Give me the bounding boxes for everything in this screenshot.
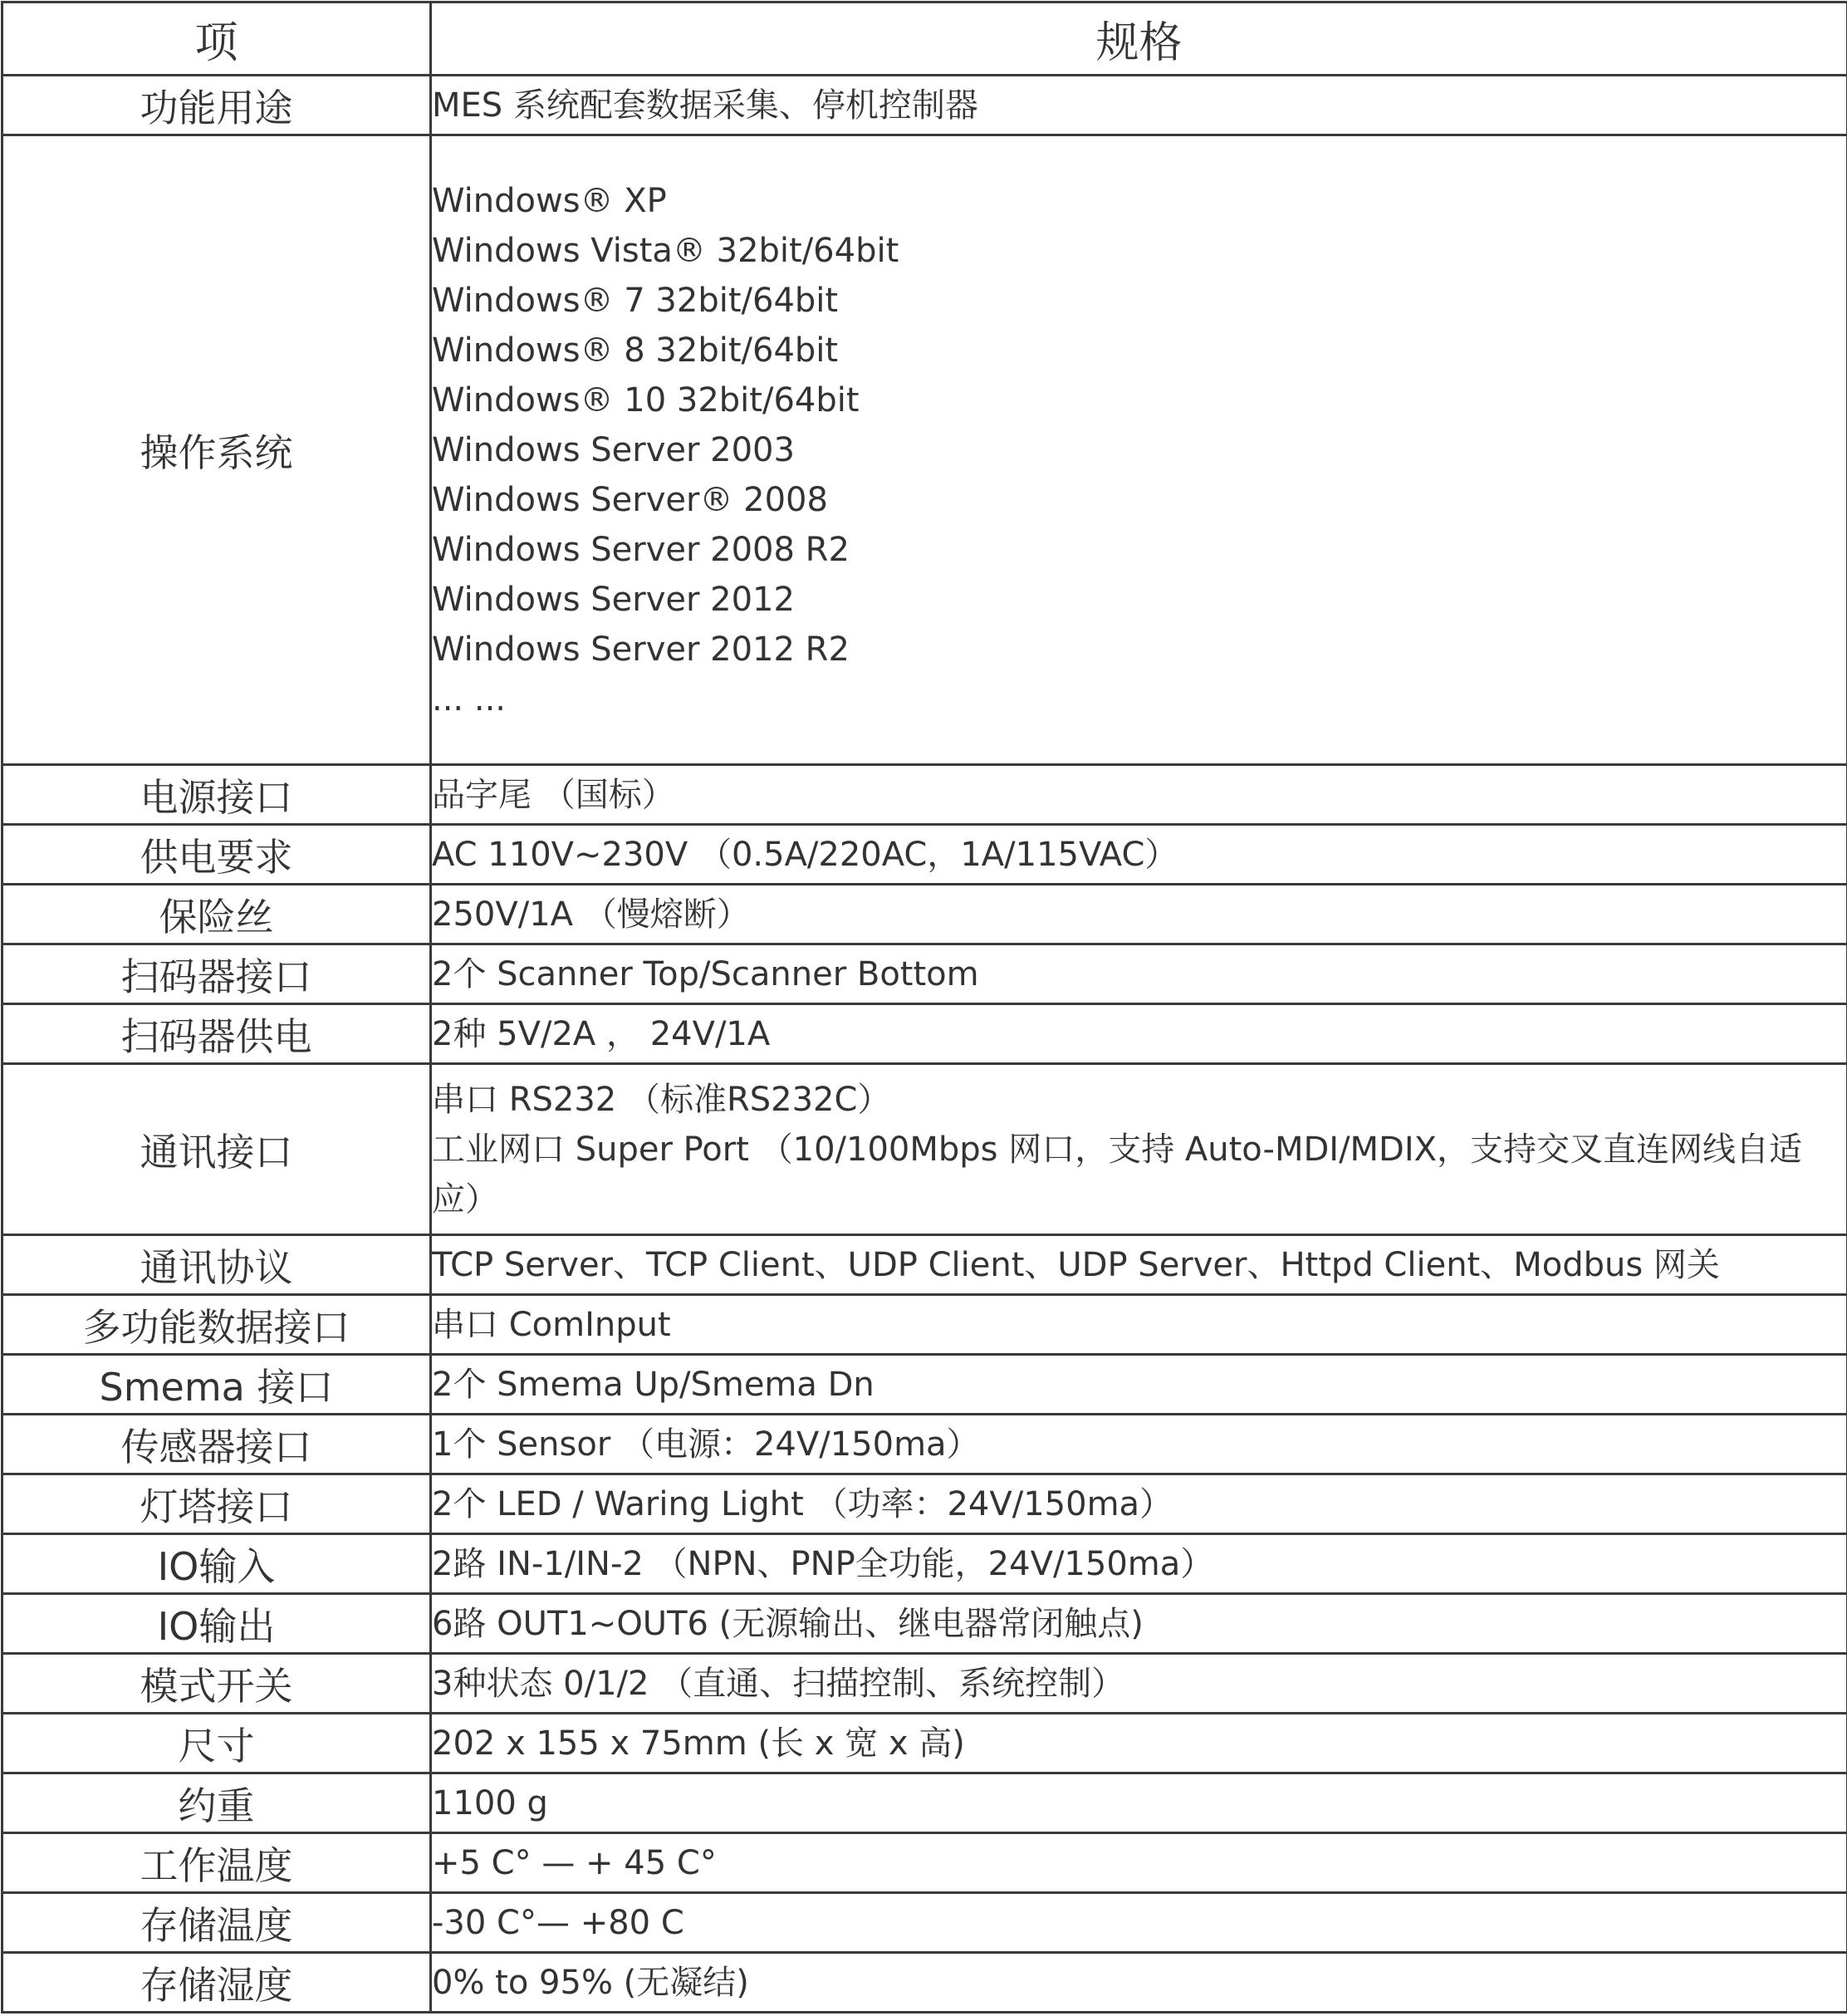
- value-line: Windows® XP: [432, 176, 1846, 226]
- value-line: Windows® 10 32bit/64bit: [432, 375, 1846, 425]
- value-line: Windows Server 2003: [432, 425, 1846, 475]
- row-label: 工作温度: [2, 1833, 431, 1893]
- value-line: MES 系统配套数据采集、停机控制器: [432, 81, 1846, 130]
- value-line: 串口 ComInput: [432, 1300, 1846, 1350]
- table-row: [2, 1773, 1847, 1833]
- row-label: 保险丝: [2, 885, 431, 944]
- row-value: [431, 944, 1847, 1004]
- value-line: Windows Server® 2008: [432, 475, 1846, 525]
- table-row: [2, 135, 1847, 765]
- value-line: 品字尾 （国标）: [432, 770, 1846, 820]
- row-label: 存储湿度: [2, 1953, 431, 2013]
- table-row: [2, 76, 1847, 135]
- table-row: [2, 1654, 1847, 1714]
- value-line: 2路 IN-1/IN-2 （NPN、PNP全功能，24V/150ma）: [432, 1539, 1846, 1589]
- row-value: [431, 1064, 1847, 1235]
- table-row: [2, 1594, 1847, 1654]
- row-value: [431, 1534, 1847, 1594]
- value-line: Windows Server 2012: [432, 575, 1846, 625]
- row-label: 通讯协议: [2, 1235, 431, 1295]
- row-value: [431, 825, 1847, 885]
- value-line: 串口 RS232 （标准RS232C）: [432, 1075, 1846, 1125]
- table-row: [2, 1953, 1847, 2013]
- row-label: 操作系统: [2, 135, 431, 765]
- value-line: 2个 LED / Waring Light （功率：24V/150ma）: [432, 1479, 1846, 1529]
- row-label: 尺寸: [2, 1714, 431, 1773]
- value-line: Windows® 7 32bit/64bit: [432, 276, 1846, 326]
- row-value: [431, 1355, 1847, 1415]
- row-value: [431, 1415, 1847, 1474]
- table-row: [2, 1064, 1847, 1235]
- row-label: 灯塔接口: [2, 1474, 431, 1534]
- row-value: [431, 1295, 1847, 1355]
- table-row: [2, 1235, 1847, 1295]
- row-label: 传感器接口: [2, 1415, 431, 1474]
- value-line: 2个 Scanner Top/Scanner Bottom: [432, 949, 1846, 999]
- row-label: IO输入: [2, 1534, 431, 1594]
- value-line: Windows® 8 32bit/64bit: [432, 326, 1846, 375]
- header-item: 项: [2, 2, 431, 76]
- table-row: [2, 1833, 1847, 1893]
- row-label: 通讯接口: [2, 1064, 431, 1235]
- table-row: [2, 1474, 1847, 1534]
- value-line: 1个 Sensor （电源：24V/150ma）: [432, 1420, 1846, 1469]
- row-value: [431, 885, 1847, 944]
- value-line: 3种状态 0/1/2 （直通、扫描控制、系统控制）: [432, 1659, 1846, 1709]
- row-value: [431, 1714, 1847, 1773]
- table-row: [2, 1295, 1847, 1355]
- value-line: 202 x 155 x 75mm (长 x 宽 x 高): [432, 1719, 1846, 1768]
- value-line: Windows Server 2012 R2: [432, 625, 1846, 674]
- row-value: [431, 1004, 1847, 1064]
- row-label: 存储温度: [2, 1893, 431, 1953]
- row-value: [431, 76, 1847, 135]
- header-spec: 规格: [431, 2, 1847, 76]
- table-row: [2, 1415, 1847, 1474]
- table-row: [2, 1893, 1847, 1953]
- row-value: [431, 1594, 1847, 1654]
- table-row: [2, 1004, 1847, 1064]
- value-line: TCP Server、TCP Client、UDP Client、UDP Server、Httpd Client、Modbus 网关: [432, 1240, 1846, 1290]
- row-value: [431, 1773, 1847, 1833]
- row-label: 约重: [2, 1773, 431, 1833]
- table-row: [2, 825, 1847, 885]
- table-row: [2, 885, 1847, 944]
- value-line: 1100 g: [432, 1778, 1846, 1828]
- row-label: Smema 接口: [2, 1355, 431, 1415]
- value-line: Windows Vista® 32bit/64bit: [432, 226, 1846, 276]
- row-label: 扫码器供电: [2, 1004, 431, 1064]
- row-value: [431, 1474, 1847, 1534]
- row-label: 电源接口: [2, 765, 431, 825]
- row-label: 多功能数据接口: [2, 1295, 431, 1355]
- row-value: [431, 765, 1847, 825]
- row-label: 功能用途: [2, 76, 431, 135]
- row-label: 扫码器接口: [2, 944, 431, 1004]
- table-row: [2, 765, 1847, 825]
- row-value: [431, 1893, 1847, 1953]
- value-line: ... ...: [432, 674, 1846, 724]
- value-line: 工业网口 Super Port （10/100Mbps 网口，支持 Auto-MDI/MDIX，支持交叉直连网线自适应）: [432, 1125, 1846, 1224]
- table-row: [2, 1534, 1847, 1594]
- row-value: [431, 1953, 1847, 2013]
- value-line: AC 110V~230V （0.5A/220AC，1A/115VAC）: [432, 830, 1846, 880]
- row-value: [431, 1833, 1847, 1893]
- value-line: 250V/1A （慢熔断）: [432, 890, 1846, 939]
- value-line: 0% to 95% (无凝结): [432, 1958, 1846, 2008]
- value-line: -30 C°— +80 C: [432, 1898, 1846, 1948]
- row-value: [431, 1654, 1847, 1714]
- header-row: [2, 2, 1847, 76]
- value-line: 6路 OUT1~OUT6 (无源输出、继电器常闭触点): [432, 1599, 1846, 1649]
- row-value: [431, 1235, 1847, 1295]
- value-line: +5 C° — + 45 C°: [432, 1838, 1846, 1888]
- value-line: 2种 5V/2A ， 24V/1A: [432, 1009, 1846, 1059]
- row-label: 模式开关: [2, 1654, 431, 1714]
- table-row: [2, 1355, 1847, 1415]
- spec-table: [1, 1, 1847, 2014]
- row-label: IO输出: [2, 1594, 431, 1654]
- table-row: [2, 1714, 1847, 1773]
- table-row: [2, 944, 1847, 1004]
- row-label: 供电要求: [2, 825, 431, 885]
- value-line: Windows Server 2008 R2: [432, 525, 1846, 575]
- row-value: [431, 135, 1847, 765]
- value-line: 2个 Smema Up/Smema Dn: [432, 1360, 1846, 1410]
